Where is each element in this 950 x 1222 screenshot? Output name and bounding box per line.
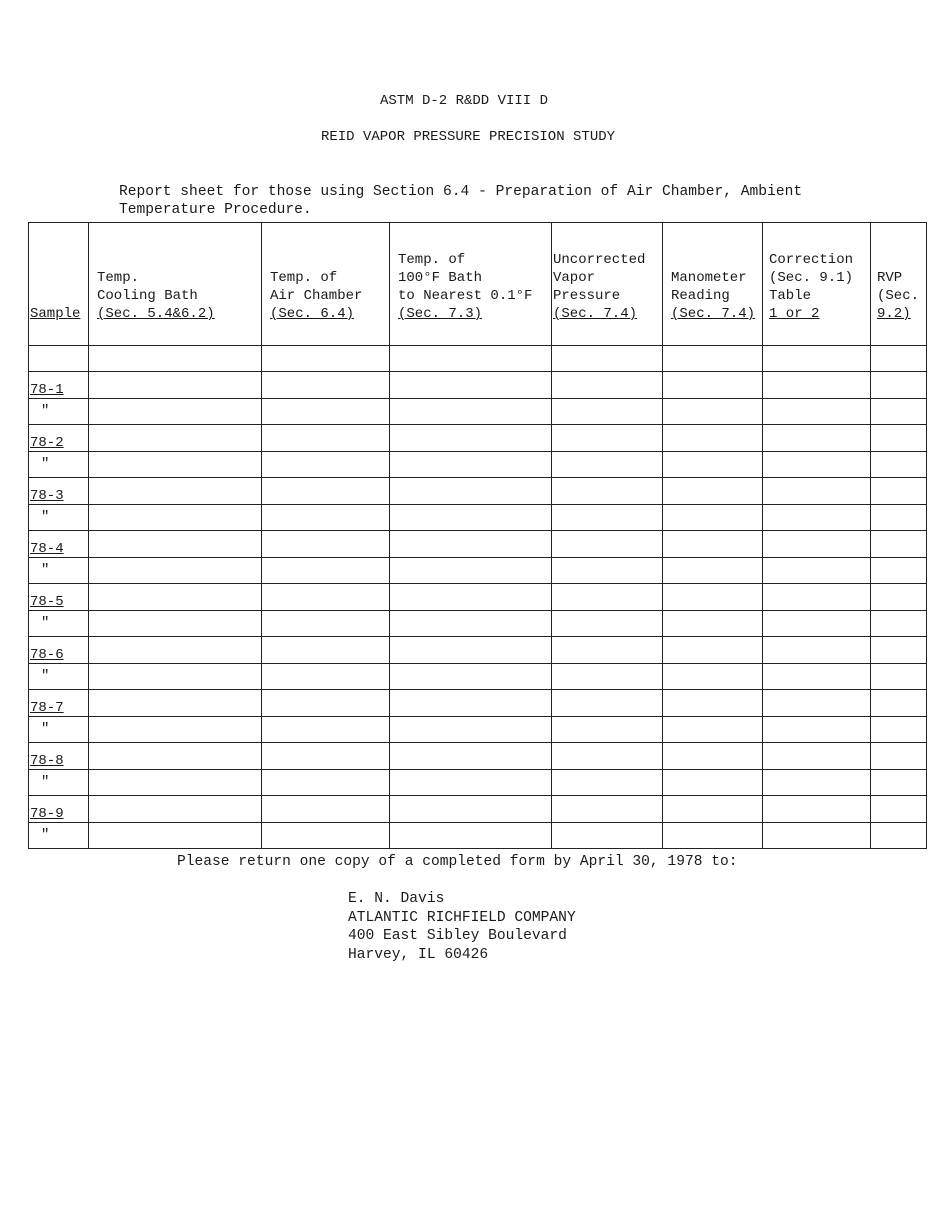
table-body [29,346,927,849]
empty-cell [871,346,927,372]
col-header-label: to Nearest 0.1°F [398,288,533,304]
col-header-label: (Sec. [877,288,920,304]
entry-cell[interactable] [663,372,763,399]
table-row [29,531,927,558]
col-header-label: 100°F Bath [398,270,483,286]
entry-cell[interactable] [871,451,927,478]
entry-cell[interactable] [390,398,552,425]
entry-cell[interactable] [871,690,927,717]
sample-id: 78-7 [30,699,64,716]
table-row [29,743,927,770]
entry-cell[interactable] [763,769,871,796]
entry-cell[interactable] [89,796,262,823]
entry-cell[interactable] [871,822,927,849]
col-header-label: Temp. of [398,252,466,268]
ditto-mark-cell [29,716,89,743]
table-row [29,451,927,478]
entry-cell[interactable] [89,610,262,637]
col-header-label: (Sec. 7.4) [671,306,756,322]
table-spacer-row [29,346,927,372]
ditto-mark-cell [29,451,89,478]
entry-cell[interactable] [262,610,390,637]
col-header-correction [763,223,871,346]
table-row [29,557,927,584]
col-header-rvp [871,223,927,346]
entry-cell[interactable] [552,425,663,452]
sample-id-cell [29,584,89,611]
empty-cell [390,346,552,372]
col-header-sample [29,223,89,346]
entry-cell[interactable] [390,451,552,478]
ditto-mark: " [41,615,50,632]
table-row [29,716,927,743]
entry-cell[interactable] [390,610,552,637]
entry-cell[interactable] [663,796,763,823]
entry-cell[interactable] [262,663,390,690]
ditto-mark-cell [29,769,89,796]
entry-cell[interactable] [871,504,927,531]
col-header-label: Cooling Bath [97,288,198,304]
entry-cell[interactable] [552,398,663,425]
entry-cell[interactable] [262,690,390,717]
entry-cell[interactable] [390,504,552,531]
sample-id: 78-6 [30,646,64,663]
entry-cell[interactable] [763,663,871,690]
entry-cell[interactable] [552,743,663,770]
entry-cell[interactable] [262,504,390,531]
entry-cell[interactable] [871,584,927,611]
address-line: E. N. Davis [348,891,445,907]
entry-cell[interactable] [89,822,262,849]
entry-cell[interactable] [262,637,390,664]
col-header-cooling-bath [89,223,262,346]
col-header-label: Pressure [553,288,621,304]
sample-id-cell [29,531,89,558]
col-header-label: (Sec. 6.4) [270,306,355,322]
sample-id: 78-1 [30,381,64,398]
col-header-label: Temp. [97,270,140,286]
entry-cell[interactable] [390,690,552,717]
table-row [29,637,927,664]
entry-cell[interactable] [763,716,871,743]
entry-cell[interactable] [871,557,927,584]
entry-cell[interactable] [663,822,763,849]
empty-cell [552,346,663,372]
empty-cell [663,346,763,372]
page-title: REID VAPOR PRESSURE PRECISION STUDY [320,129,616,145]
entry-cell[interactable] [871,743,927,770]
col-header-label: Air Chamber [270,288,363,304]
col-header-label: Uncorrected [553,252,646,268]
entry-cell[interactable] [763,531,871,558]
col-header-label: (Sec. 5.4&6.2) [97,306,215,322]
entry-cell[interactable] [262,425,390,452]
entry-cell[interactable] [89,769,262,796]
sample-id-cell [29,796,89,823]
entry-cell[interactable] [89,663,262,690]
entry-cell[interactable] [262,372,390,399]
col-header-label: Correction [769,252,854,268]
ditto-mark-cell [29,398,89,425]
entry-cell[interactable] [663,478,763,505]
col-header-label: 1 or 2 [769,306,820,322]
sample-id: 78-5 [30,593,64,610]
entry-cell[interactable] [262,531,390,558]
entry-cell[interactable] [390,478,552,505]
entry-cell[interactable] [552,690,663,717]
entry-cell[interactable] [552,557,663,584]
entry-cell[interactable] [663,557,763,584]
entry-cell[interactable] [663,504,763,531]
col-header-label: (Sec. 9.1) [769,270,854,286]
entry-cell[interactable] [663,451,763,478]
entry-cell[interactable] [89,716,262,743]
col-header-label: Manometer [671,270,747,286]
report-table [28,222,927,849]
entry-cell[interactable] [663,716,763,743]
entry-cell[interactable] [552,769,663,796]
ditto-mark: " [41,562,50,579]
entry-cell[interactable] [89,372,262,399]
table-row [29,504,927,531]
entry-cell[interactable] [871,398,927,425]
return-instructions: Please return one copy of a completed form by April 30, 1978 to: [177,854,738,870]
entry-cell[interactable] [763,425,871,452]
entry-cell[interactable] [89,478,262,505]
address-line: 400 East Sibley Boulevard [348,928,567,944]
table-header-row [29,223,927,346]
col-header-label: (Sec. 7.3) [398,306,483,322]
entry-cell[interactable] [871,663,927,690]
entry-cell[interactable] [89,557,262,584]
entry-cell[interactable] [763,584,871,611]
table-row [29,398,927,425]
ditto-mark: " [41,774,50,791]
entry-cell[interactable] [262,584,390,611]
table-row [29,690,927,717]
col-header-label: Sample [30,306,81,322]
entry-cell[interactable] [763,796,871,823]
table-row [29,478,927,505]
entry-cell[interactable] [552,372,663,399]
col-header-label: (Sec. 7.4) [553,306,638,322]
entry-cell[interactable] [390,372,552,399]
sample-id-cell [29,372,89,399]
ditto-mark-cell [29,557,89,584]
sample-id: 78-4 [30,540,64,557]
entry-cell[interactable] [262,451,390,478]
entry-cell[interactable] [390,584,552,611]
entry-cell[interactable] [89,425,262,452]
ditto-mark-cell [29,504,89,531]
entry-cell[interactable] [89,398,262,425]
ditto-mark-cell [29,663,89,690]
col-header-label: Temp. of [270,270,338,286]
col-header-air-chamber [262,223,390,346]
entry-cell[interactable] [663,531,763,558]
ditto-mark: " [41,721,50,738]
entry-cell[interactable] [871,425,927,452]
entry-cell[interactable] [552,531,663,558]
entry-cell[interactable] [390,769,552,796]
entry-cell[interactable] [552,451,663,478]
mailing-address [348,890,576,964]
ditto-mark-cell [29,610,89,637]
table-row [29,796,927,823]
entry-cell[interactable] [871,769,927,796]
entry-cell[interactable] [262,716,390,743]
table-row [29,372,927,399]
empty-cell [29,346,89,372]
entry-cell[interactable] [663,690,763,717]
entry-cell[interactable] [390,425,552,452]
entry-cell[interactable] [390,822,552,849]
entry-cell[interactable] [390,716,552,743]
ditto-mark: " [41,509,50,526]
entry-cell[interactable] [663,663,763,690]
entry-cell[interactable] [89,637,262,664]
sample-id-cell [29,425,89,452]
col-header-bath-temp [390,223,552,346]
col-header-manometer [663,223,763,346]
entry-cell[interactable] [763,372,871,399]
entry-cell[interactable] [871,372,927,399]
entry-cell[interactable] [663,610,763,637]
intro-text: Report sheet for those using Section 6.4 - Preparation of Air Chamber, Ambient Temperature Procedure. [119,184,803,218]
entry-cell[interactable] [763,504,871,531]
entry-cell[interactable] [663,425,763,452]
entry-cell[interactable] [871,610,927,637]
sample-id-cell [29,478,89,505]
entry-cell[interactable] [89,531,262,558]
col-header-label: Vapor [553,270,596,286]
entry-cell[interactable] [763,478,871,505]
entry-cell[interactable] [262,398,390,425]
table-row [29,425,927,452]
entry-cell[interactable] [763,637,871,664]
ditto-mark: " [41,456,50,473]
entry-cell[interactable] [552,796,663,823]
entry-cell[interactable] [262,796,390,823]
entry-cell[interactable] [763,557,871,584]
entry-cell[interactable] [871,531,927,558]
table-row [29,610,927,637]
col-header-label: Reading [671,288,730,304]
entry-cell[interactable] [552,716,663,743]
table-row [29,663,927,690]
entry-cell[interactable] [763,398,871,425]
ditto-mark: " [41,827,50,844]
entry-cell[interactable] [262,557,390,584]
entry-cell[interactable] [763,610,871,637]
entry-cell[interactable] [552,610,663,637]
table-row [29,584,927,611]
empty-cell [89,346,262,372]
entry-cell[interactable] [390,663,552,690]
entry-cell[interactable] [871,478,927,505]
col-header-uncorrected-pressure [552,223,663,346]
empty-cell [763,346,871,372]
document-code: ASTM D-2 R&DD VIII D [379,93,549,109]
entry-cell[interactable] [871,716,927,743]
entry-cell[interactable] [552,637,663,664]
sample-id: 78-9 [30,805,64,822]
entry-cell[interactable] [89,451,262,478]
entry-cell[interactable] [390,796,552,823]
entry-cell[interactable] [89,743,262,770]
ditto-mark-cell [29,822,89,849]
col-header-label: RVP [877,270,903,286]
sample-id-cell [29,690,89,717]
entry-cell[interactable] [763,451,871,478]
sample-id-cell [29,637,89,664]
empty-cell [262,346,390,372]
entry-cell[interactable] [871,637,927,664]
entry-cell[interactable] [552,478,663,505]
entry-cell[interactable] [663,769,763,796]
entry-cell[interactable] [89,504,262,531]
entry-cell[interactable] [390,557,552,584]
sample-id: 78-3 [30,487,64,504]
entry-cell[interactable] [663,637,763,664]
table-row [29,769,927,796]
entry-cell[interactable] [390,743,552,770]
entry-cell[interactable] [89,690,262,717]
sample-id: 78-2 [30,434,64,451]
entry-cell[interactable] [89,584,262,611]
entry-cell[interactable] [871,796,927,823]
entry-cell[interactable] [763,690,871,717]
entry-cell[interactable] [552,584,663,611]
entry-cell[interactable] [262,478,390,505]
entry-cell[interactable] [262,822,390,849]
entry-cell[interactable] [663,743,763,770]
address-line: ATLANTIC RICHFIELD COMPANY [348,909,576,926]
entry-cell[interactable] [390,637,552,664]
col-header-label: Table [769,288,812,304]
sample-id: 78-8 [30,752,64,769]
entry-cell[interactable] [262,769,390,796]
col-header-label: 9.2) [877,306,911,322]
entry-cell[interactable] [663,584,763,611]
ditto-mark: " [41,403,50,420]
entry-cell[interactable] [552,663,663,690]
entry-cell[interactable] [552,504,663,531]
address-line: Harvey, IL 60426 [348,946,489,963]
entry-cell[interactable] [390,531,552,558]
entry-cell[interactable] [663,398,763,425]
entry-cell[interactable] [262,743,390,770]
entry-cell[interactable] [763,743,871,770]
entry-cell[interactable] [552,822,663,849]
entry-cell[interactable] [763,822,871,849]
ditto-mark: " [41,668,50,685]
sample-id-cell [29,743,89,770]
table-row [29,822,927,849]
